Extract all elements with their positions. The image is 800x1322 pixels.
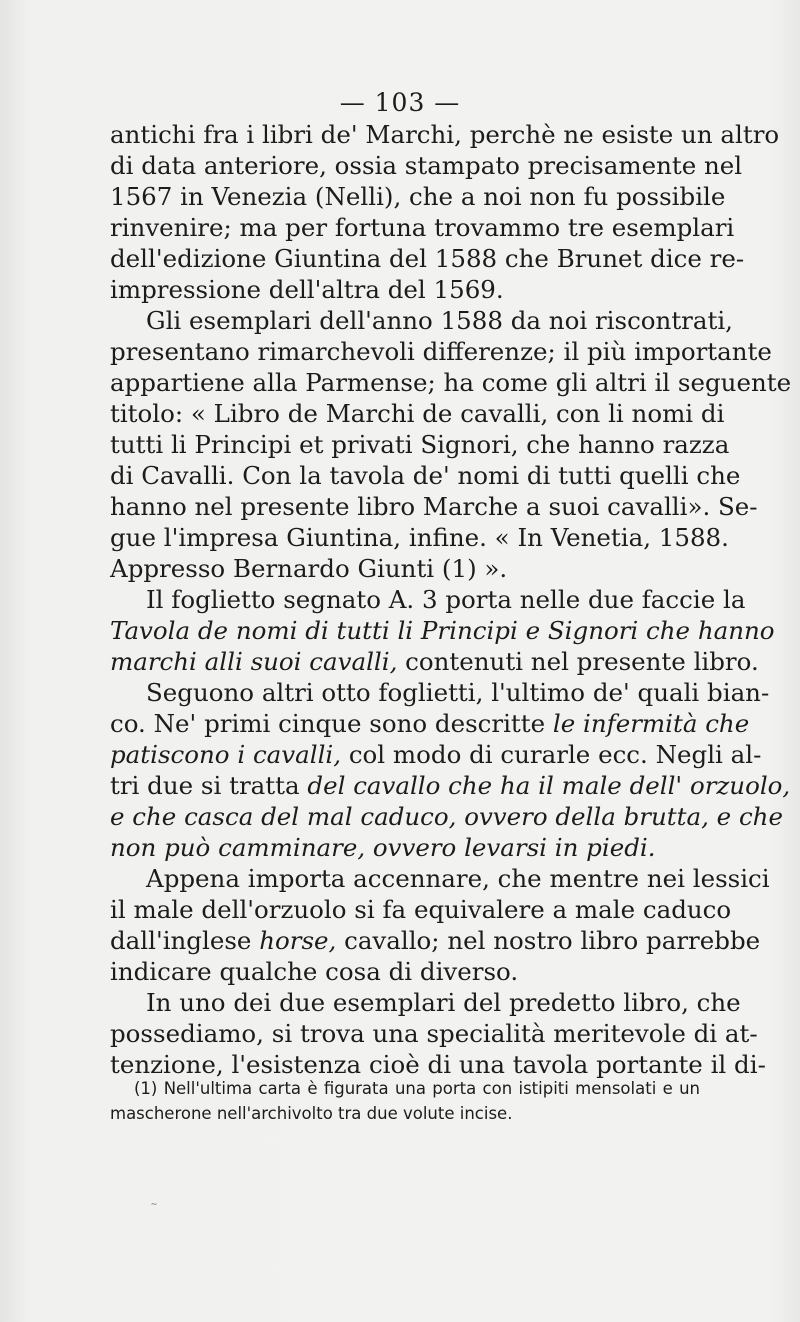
text-line [110,708,750,739]
text-run: contenuti nel presente libro. [397,647,759,676]
text-line: Appena importa accennare, che mentre nei lessici [146,864,770,893]
text-line: appartiene alla Parmense; ha come gli altri il seguente [110,368,792,397]
footnote-line: mascherone nell'archivolto tra due volute incise. [110,1104,513,1123]
text-line: titolo: « Libro de Marchi de cavalli, con li nomi di [110,399,725,428]
text-run: cavallo; nel nostro libro parrebbe [336,926,761,955]
text-line [110,739,762,770]
text-line [110,646,759,677]
text-line: possediamo, si trova una specialità meritevole di at- [110,1019,758,1048]
text-run: co. Ne' primi cinque sono descritte [110,709,553,738]
text-run: col modo di curarle ecc. Negli al- [341,740,762,769]
text-line [110,925,761,956]
text-line: In uno dei due esemplari del predetto libro, che [146,988,741,1017]
text-line: Gli esemplari dell'anno 1588 da noi riscontrati, [146,306,733,335]
text-line: di data anteriore, ossia stampato precisamente nel [110,151,743,180]
main-text [110,119,792,1080]
italic-run: del cavallo che ha il male dell' orzuolo, [307,771,791,800]
text-line: il male dell'orzuolo si fa equivalere a male caduco [110,895,732,924]
text-line: indicare qualche cosa di diverso. [110,957,519,986]
text-line: Il foglietto segnato A. 3 porta nelle due faccie la [146,585,746,614]
footnote-line: (1) Nell'ultima carta è figurata una porta con istipiti mensolati e un [134,1079,700,1098]
page-number: — 103 — [339,88,461,117]
italic-run: horse, [259,926,337,955]
text-line: dell'edizione Giuntina del 1588 che Brunet dice re- [110,244,745,273]
text-line: antichi fra i libri de' Marchi, perchè ne esiste un altro [110,120,780,149]
text-line: Seguono altri otto foglietti, l'ultimo de' quali bian- [146,678,770,707]
text-line: di Cavalli. Con la tavola de' nomi di tutti quelli che [110,461,741,490]
paper-speck-icon: ˜ [150,1200,158,1219]
text-line-italic: non può camminare, ovvero levarsi in piedi. [110,833,656,862]
text-line-italic: Tavola de nomi di tutti li Principi e Signori che hanno [110,616,775,645]
text-line: tenzione, l'esistenza cioè di una tavola portante il di- [110,1050,766,1079]
text-line: tutti li Principi et privati Signori, che hanno razza [110,430,730,459]
italic-run: le infermità che [552,709,750,738]
footnotes [110,1076,700,1126]
text-line-italic: e che casca del mal caduco, ovvero della brutta, e che [110,802,783,831]
text-run: dall'inglese [110,926,260,955]
text-line [110,770,791,801]
text-line: presentano rimarchevoli differenze; il più importante [110,337,772,366]
italic-title: marchi alli suoi cavalli, [110,647,398,676]
text-line: gue l'impresa Giuntina, infine. « In Venetia, 1588. [110,523,729,552]
text-line: 1567 in Venezia (Nelli), che a noi non fu possibile [110,182,726,211]
text-line: Appresso Bernardo Giunti (1) ». [110,554,508,583]
text-line: rinvenire; ma per fortuna trovammo tre esemplari [110,213,735,242]
text-run: tri due si tratta [110,771,308,800]
text-line: hanno nel presente libro Marche a suoi cavalli». Se- [110,492,758,521]
text-line: impressione dell'altra del 1569. [110,275,504,304]
italic-run: patiscono i cavalli, [110,740,342,769]
